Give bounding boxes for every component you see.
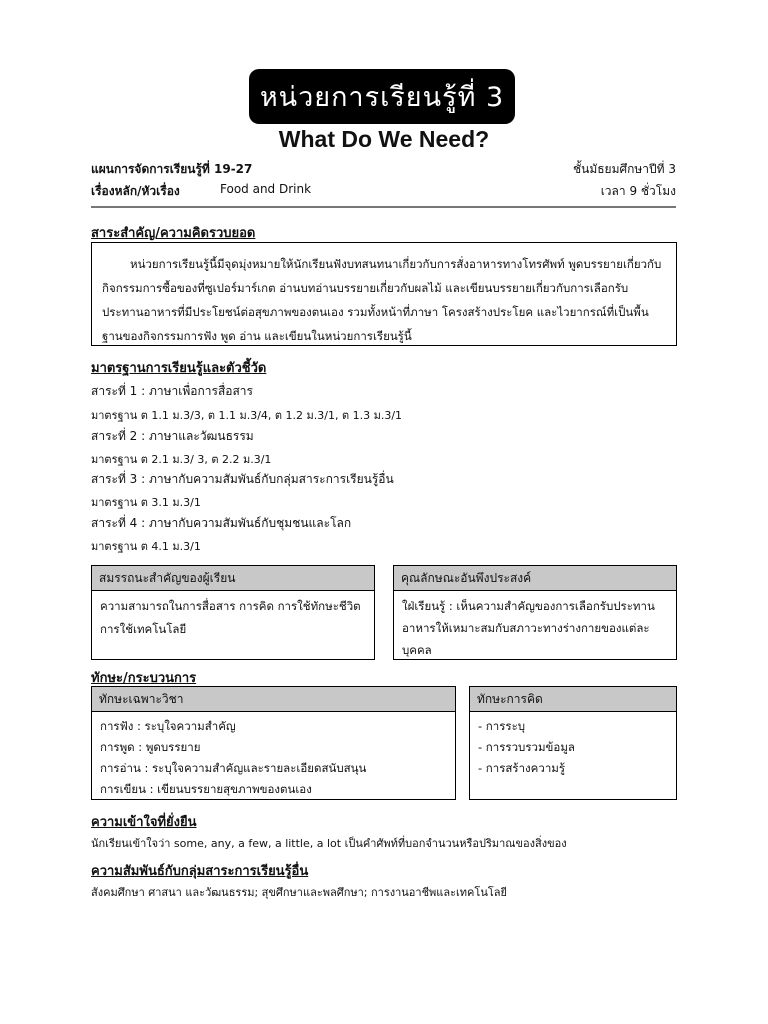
competency-title: สมรรถนะสำคัญของผู้เรียน <box>92 566 374 591</box>
summary-heading: สาระสำคัญ/ความคิดรวบยอด <box>91 226 256 241</box>
standards-line: สาระที่ 1 : ภาษาเพื่อการสื่อสาร <box>91 384 253 398</box>
standards-line: มาตรฐาน ต 3.1 ม.3/1 <box>91 496 201 509</box>
understanding-heading: ความเข้าใจที่ยั่งยืน <box>91 815 197 830</box>
thinking-skill-line: - การสร้างความรู้ <box>478 761 566 775</box>
thinking-skill-line: - การรวบรวมข้อมูล <box>478 740 575 754</box>
standards-line: มาตรฐาน ต 4.1 ม.3/1 <box>91 540 201 553</box>
standards-heading: มาตรฐานการเรียนรู้และตัวชี้วัด <box>91 361 267 376</box>
characteristics-line: บุคคล <box>402 643 432 657</box>
characteristics-line: อาหารให้เหมาะสมกับสภาวะทางร่างกายของแต่ละ <box>402 621 650 635</box>
thinking-skill-line: - การระบุ <box>478 719 526 733</box>
meta-row-plan <box>91 160 676 178</box>
standards-line: มาตรฐาน ต 2.1 ม.3/ 3, ต 2.2 ม.3/1 <box>91 453 272 466</box>
competency-line: การใช้เทคโนโลยี <box>100 622 187 636</box>
understanding-text: นักเรียนเข้าใจว่า some, any, a few, a little, a lot เป็นคำศัพท์ที่บอกจำนวนหรือปริมาณของสิ่งของ <box>91 837 567 850</box>
subject-skills-title: ทักษะเฉพาะวิชา <box>92 687 455 712</box>
thinking-skills-panel <box>469 686 677 800</box>
subject-skill-line: การฟัง : ระบุใจความสำคัญ <box>100 719 236 733</box>
standards-line: สาระที่ 4 : ภาษากับความสัมพันธ์กับชุมชนและโลก <box>91 516 352 530</box>
competency-line: ความสามารถในการสื่อสาร การคิด การใช้ทักษะชีวิต <box>100 599 361 613</box>
thinking-skills-title: ทักษะการคิด <box>470 687 676 712</box>
standards-line: สาระที่ 2 : ภาษาและวัฒนธรรม <box>91 429 254 443</box>
characteristics-title: คุณลักษณะอันพึงประสงค์ <box>394 566 676 591</box>
topic-value: Food and Drink <box>220 182 312 196</box>
characteristics-line: ใฝ่เรียนรู้ : เห็นความสำคัญของการเลือกรับประทาน <box>402 599 655 613</box>
competency-panel <box>91 565 375 660</box>
standards-line: มาตรฐาน ต 1.1 ม.3/3, ต 1.1 ม.3/4, ต 1.2 ม.3/1, ต 1.3 ม.3/1 <box>91 409 403 422</box>
characteristics-panel <box>393 565 677 660</box>
relation-heading: ความสัมพันธ์กับกลุ่มสาระการเรียนรู้อื่น <box>91 864 309 879</box>
skills-heading: ทักษะ/กระบวนการ <box>91 671 197 686</box>
meta-row-topic <box>91 182 676 200</box>
time-label: เวลา 9 ชั่วโมง <box>600 184 676 198</box>
summary-text: หน่วยการเรียนรู้นี้มีจุดมุ่งหมายให้นักเรียนฟังบทสนทนาเกี่ยวกับการสั่งอาหารทางโทรศัพท์ พูดบรรยายเกี่ยวกับกิจกรรมการซื้อของที่ซูเปอร์มาร์เกต อ่านบทอ่านบรรยายเกี่ยวกับผลไม้ และเขียนบรรยายเกี่ยวกับการเลือกรับประทานอาหารที่มีประโยชน์ต่อสุขภาพของตนเอง รวมทั้งหน้าที่ภาษา โครงสร้างประโยค และไวยากรณ์ที่เป็นพื้นฐานของกิจกรรมการฟัง พูด อ่าน และเขียนในหน่วยการเรียนรู้นี้ <box>102 257 662 343</box>
subject-skill-line: การเขียน : เขียนบรรยายสุขภาพของตนเอง <box>100 782 312 796</box>
divider <box>91 206 676 208</box>
topic-label: เรื่องหลัก/หัวเรื่อง <box>91 184 180 198</box>
plan-label: แผนการจัดการเรียนรู้ที่ 19-27 <box>91 162 253 176</box>
unit-title: หน่วยการเรียนรู้ที่ 3 <box>249 69 515 124</box>
subject-skill-line: การอ่าน : ระบุใจความสำคัญและรายละเอียดสนับสนุน <box>100 761 367 775</box>
unit-subtitle: What Do We Need? <box>278 126 490 152</box>
standards-line: สาระที่ 3 : ภาษากับความสัมพันธ์กับกลุ่มสาระการเรียนรู้อื่น <box>91 472 394 486</box>
grade-label: ชั้นมัธยมศึกษาปีที่ 3 <box>572 162 676 176</box>
relation-text: สังคมศึกษา ศาสนา และวัฒนธรรม; สุขศึกษาและพลศึกษา; การงานอาชีพและเทคโนโลยี <box>91 886 507 899</box>
subject-skills-panel <box>91 686 456 800</box>
subject-skill-line: การพูด : พูดบรรยาย <box>100 740 201 754</box>
summary-box <box>91 242 677 346</box>
